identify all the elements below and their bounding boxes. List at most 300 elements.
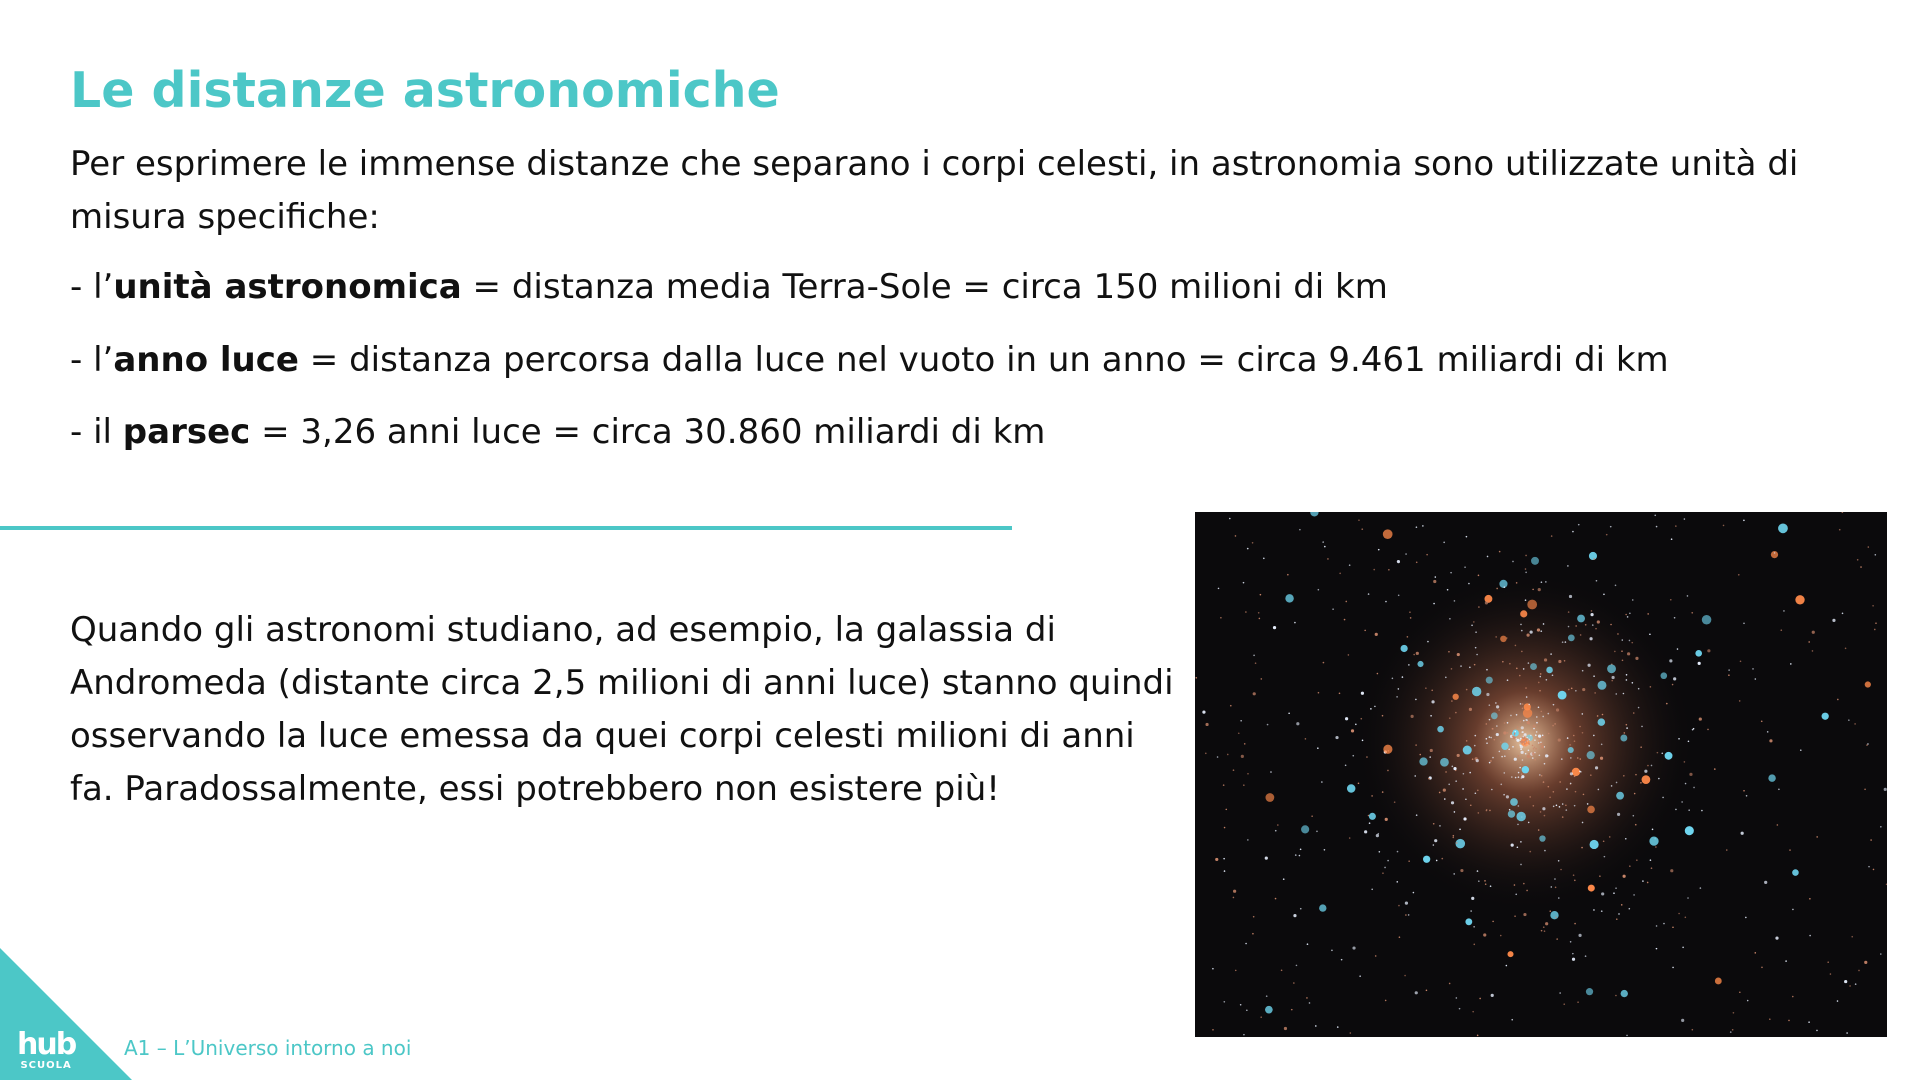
- star: [1521, 751, 1524, 754]
- star: [1733, 1012, 1735, 1014]
- star: [1625, 838, 1627, 840]
- star: [1525, 753, 1527, 755]
- star: [1433, 823, 1435, 825]
- star: [1518, 755, 1520, 757]
- star: [1503, 772, 1505, 774]
- star: [1739, 991, 1741, 993]
- star: [1532, 757, 1534, 759]
- star: [1318, 589, 1320, 591]
- star: [1243, 1034, 1245, 1036]
- star: [1666, 703, 1668, 705]
- star: [1202, 710, 1205, 713]
- star: [1678, 913, 1680, 915]
- star: [1572, 953, 1574, 955]
- star: [1586, 988, 1593, 995]
- star: [1539, 690, 1541, 692]
- star: [1571, 688, 1573, 690]
- star: [1504, 755, 1506, 757]
- star: [1552, 674, 1554, 676]
- star: [1532, 589, 1534, 591]
- star: [1575, 690, 1577, 692]
- star: [1633, 894, 1635, 896]
- star: [1486, 693, 1489, 696]
- star: [1654, 514, 1656, 516]
- star: [1428, 778, 1430, 780]
- star: [1227, 754, 1229, 756]
- star: [1544, 930, 1546, 932]
- star: [1476, 654, 1478, 656]
- star: [1382, 791, 1384, 793]
- bullet-term: parsec: [122, 412, 251, 452]
- star: [1691, 612, 1693, 614]
- star: [1515, 777, 1517, 779]
- star: [1602, 714, 1604, 716]
- star: [1456, 842, 1458, 844]
- star: [1540, 630, 1542, 632]
- star: [1588, 664, 1591, 667]
- star: [1625, 614, 1627, 616]
- star: [1266, 995, 1268, 997]
- star: [1544, 763, 1546, 765]
- star: [1554, 878, 1556, 880]
- star: [1570, 772, 1573, 775]
- star: [1546, 667, 1553, 674]
- star: [1464, 566, 1466, 568]
- star: [1677, 648, 1679, 650]
- star: [1323, 662, 1325, 664]
- star: [1394, 801, 1396, 803]
- star: [1778, 523, 1788, 533]
- star: [1471, 897, 1474, 900]
- star: [1623, 875, 1626, 878]
- star: [1551, 535, 1553, 537]
- star: [1277, 824, 1279, 826]
- star: [1783, 610, 1785, 612]
- star: [1447, 589, 1449, 591]
- star: [1244, 743, 1246, 745]
- star: [1535, 734, 1537, 736]
- star: [1470, 910, 1472, 912]
- star: [1310, 512, 1318, 517]
- star: [1486, 742, 1488, 744]
- star: [1413, 892, 1415, 894]
- star: [1477, 870, 1479, 872]
- star: [1565, 641, 1567, 643]
- star: [1540, 811, 1542, 813]
- star: [1284, 1027, 1287, 1030]
- star: [1539, 676, 1541, 678]
- star: [1589, 552, 1597, 560]
- star: [1452, 766, 1454, 768]
- star: [1555, 916, 1557, 918]
- star: [1572, 958, 1575, 961]
- star: [1539, 740, 1541, 742]
- star: [1300, 849, 1302, 851]
- star: [1623, 693, 1625, 695]
- star: [1265, 1006, 1273, 1014]
- star: [1430, 715, 1432, 717]
- star: [1434, 839, 1437, 842]
- star: [1616, 782, 1618, 784]
- star: [1520, 624, 1522, 626]
- star: [1564, 660, 1566, 662]
- star: [1223, 858, 1225, 860]
- star: [1247, 839, 1249, 841]
- star: [1299, 529, 1301, 531]
- star: [1267, 724, 1269, 726]
- star: [1515, 894, 1517, 896]
- star: [1746, 795, 1748, 797]
- star: [1636, 859, 1638, 861]
- star: [1601, 744, 1603, 746]
- star: [1382, 872, 1384, 874]
- star: [1220, 617, 1222, 619]
- star: [1489, 762, 1491, 764]
- star: [1702, 615, 1712, 625]
- star: [1260, 678, 1262, 680]
- star: [1489, 810, 1491, 812]
- star: [1687, 595, 1689, 597]
- star: [1865, 681, 1871, 687]
- star: [1615, 585, 1617, 587]
- star: [1514, 731, 1516, 733]
- star: [1252, 933, 1254, 935]
- star: [1590, 613, 1593, 616]
- star: [1875, 554, 1877, 556]
- star: [1542, 735, 1544, 737]
- star: [1273, 626, 1276, 629]
- star: [1504, 722, 1506, 724]
- star: [1419, 757, 1427, 765]
- star: [1827, 961, 1829, 963]
- star: [1715, 978, 1722, 985]
- star: [1500, 636, 1507, 643]
- star: [1688, 740, 1690, 742]
- star: [1524, 743, 1526, 745]
- star: [1370, 708, 1372, 710]
- star: [1521, 630, 1523, 632]
- star: [1633, 815, 1635, 817]
- star: [1361, 692, 1364, 695]
- star: [1496, 588, 1498, 590]
- star: [1212, 1029, 1214, 1031]
- star: [1511, 731, 1513, 733]
- star: [1490, 760, 1492, 762]
- star: [1195, 677, 1197, 679]
- star: [1573, 874, 1575, 876]
- star: [1501, 743, 1508, 750]
- star: [1651, 867, 1653, 869]
- star: [1511, 844, 1514, 847]
- star: [1371, 888, 1373, 890]
- star: [1457, 653, 1460, 656]
- star: [1415, 991, 1418, 994]
- star: [1566, 788, 1568, 790]
- star: [1358, 782, 1360, 784]
- star: [1868, 866, 1870, 868]
- star: [1475, 647, 1477, 649]
- star: [1684, 761, 1686, 763]
- star: [1613, 892, 1615, 894]
- bullet-prefix: - l’: [70, 340, 114, 380]
- star: [1551, 886, 1553, 888]
- star: [1574, 880, 1576, 882]
- star: [1626, 727, 1628, 729]
- star: [1844, 980, 1847, 983]
- star: [1582, 732, 1584, 734]
- star: [1651, 765, 1653, 767]
- star: [1463, 746, 1472, 755]
- star: [1872, 605, 1874, 607]
- bullet-parsec: [70, 412, 1045, 452]
- star: [1489, 736, 1491, 738]
- star: [1423, 856, 1430, 863]
- star: [1656, 948, 1658, 950]
- star: [1644, 770, 1647, 773]
- star: [1427, 641, 1429, 643]
- star: [1253, 916, 1255, 918]
- star: [1383, 745, 1392, 754]
- star: [1675, 809, 1677, 811]
- star: [1656, 925, 1658, 927]
- star: [1536, 716, 1538, 718]
- star: [1665, 752, 1673, 760]
- star: [1795, 595, 1804, 604]
- star: [1617, 633, 1619, 635]
- star: [1615, 693, 1617, 695]
- star: [1617, 813, 1620, 816]
- star: [1344, 619, 1346, 621]
- star: [1672, 684, 1674, 686]
- star: [1530, 735, 1532, 737]
- star: [1472, 687, 1481, 696]
- star: [1558, 660, 1561, 663]
- star: [1848, 719, 1850, 721]
- star: [1408, 664, 1410, 666]
- star: [1574, 740, 1576, 742]
- star: [1379, 851, 1381, 853]
- star: [1842, 512, 1844, 513]
- star-cluster-image: [1195, 512, 1887, 1037]
- star: [1542, 716, 1544, 718]
- star: [1663, 923, 1665, 925]
- star: [1534, 739, 1536, 741]
- star: [1780, 629, 1782, 631]
- star: [1598, 681, 1607, 690]
- star: [1526, 719, 1528, 721]
- star: [1626, 679, 1628, 681]
- star: [1851, 936, 1853, 938]
- star: [1549, 910, 1551, 912]
- star: [1260, 594, 1262, 596]
- star: [1661, 672, 1668, 679]
- star: [1451, 801, 1454, 804]
- star: [1543, 623, 1545, 625]
- star: [1499, 751, 1501, 753]
- star: [1433, 580, 1436, 583]
- star: [1529, 796, 1531, 798]
- star: [1570, 783, 1572, 785]
- star: [1560, 869, 1562, 871]
- star: [1523, 720, 1525, 722]
- star: [1519, 675, 1521, 677]
- star: [1437, 726, 1444, 733]
- star: [1398, 594, 1400, 596]
- star: [1463, 773, 1465, 775]
- star: [1607, 664, 1616, 673]
- star: [1556, 938, 1558, 940]
- star: [1473, 621, 1475, 623]
- logo-sub: SCUOLA: [20, 1060, 72, 1071]
- star: [1541, 930, 1543, 932]
- star: [1562, 803, 1564, 805]
- star: [1816, 1030, 1818, 1032]
- star: [1611, 785, 1613, 787]
- star: [1397, 851, 1399, 853]
- star: [1376, 834, 1379, 837]
- star: [1443, 789, 1446, 792]
- star: [1444, 798, 1446, 800]
- star: [1629, 908, 1631, 910]
- star: [1223, 784, 1225, 786]
- star: [1626, 1035, 1628, 1037]
- star: [1375, 955, 1377, 957]
- star: [1687, 897, 1689, 899]
- star: [1514, 915, 1516, 917]
- star: [1288, 712, 1290, 714]
- star: [1441, 858, 1443, 860]
- star: [1319, 904, 1326, 911]
- star: [1577, 1001, 1579, 1003]
- star: [1839, 529, 1841, 531]
- star: [1425, 687, 1427, 689]
- star: [1265, 793, 1274, 802]
- star: [1452, 837, 1454, 839]
- star: [1857, 559, 1859, 561]
- star: [1392, 678, 1394, 680]
- star: [1215, 858, 1218, 861]
- star: [1661, 752, 1663, 754]
- star: [1520, 721, 1522, 723]
- star: [1417, 661, 1423, 667]
- star: [1681, 1019, 1684, 1022]
- star: [1224, 870, 1226, 872]
- star: [1622, 659, 1624, 661]
- star: [1402, 676, 1404, 678]
- star: [1543, 736, 1545, 738]
- star: [1335, 736, 1338, 739]
- bullet-prefix: - il: [70, 412, 123, 452]
- star: [1322, 541, 1324, 543]
- star: [1769, 739, 1772, 742]
- star: [1541, 711, 1543, 713]
- star: [1491, 789, 1493, 791]
- star: [1528, 662, 1530, 664]
- star: [1544, 658, 1547, 661]
- star: [1473, 944, 1475, 946]
- star: [1545, 922, 1548, 925]
- star: [1285, 594, 1293, 602]
- star: [1682, 947, 1684, 949]
- star: [1368, 593, 1370, 595]
- star: [1515, 645, 1517, 647]
- star: [1485, 883, 1487, 885]
- star: [1500, 935, 1502, 937]
- star: [1475, 792, 1477, 794]
- star: [1396, 696, 1398, 698]
- star: [1245, 943, 1247, 945]
- star: [1275, 830, 1277, 832]
- star: [1509, 809, 1511, 811]
- star: [1513, 736, 1516, 739]
- star: [1205, 723, 1208, 726]
- star: [1618, 913, 1620, 915]
- star: [1635, 657, 1638, 660]
- star: [1345, 601, 1347, 603]
- star: [1525, 687, 1527, 689]
- star: [1503, 731, 1506, 734]
- star: [1514, 758, 1517, 761]
- star: [1808, 1021, 1810, 1023]
- star: [1626, 674, 1628, 676]
- star: [1472, 758, 1474, 760]
- star: [1387, 770, 1389, 772]
- star: [1465, 798, 1467, 800]
- star: [1520, 740, 1523, 743]
- star: [1647, 765, 1649, 767]
- star: [1832, 619, 1835, 622]
- star: [1387, 860, 1389, 862]
- star: [1524, 733, 1527, 736]
- intro-text: Per esprimere le immense distanze che separano i corpi celesti, in astronomia sono utilizzate unità di misura specifiche:: [70, 144, 1799, 237]
- star: [1321, 781, 1323, 783]
- star: [1316, 831, 1318, 833]
- star: [1498, 709, 1500, 711]
- star: [1517, 726, 1519, 728]
- star: [1656, 526, 1658, 528]
- star: [1812, 650, 1814, 652]
- star: [1529, 851, 1531, 853]
- star: [1460, 665, 1462, 667]
- star: [1398, 688, 1400, 690]
- star: [1538, 735, 1541, 738]
- star: [1649, 633, 1651, 635]
- star: [1502, 661, 1504, 663]
- star: [1599, 875, 1601, 877]
- star: [1589, 637, 1592, 640]
- star: [1233, 769, 1235, 771]
- star: [1526, 634, 1529, 637]
- star: [1577, 615, 1585, 623]
- star: [1410, 617, 1412, 619]
- star: [1449, 983, 1451, 985]
- star: [1638, 688, 1640, 690]
- star: [1415, 744, 1417, 746]
- star: [1235, 535, 1237, 537]
- star: [1405, 553, 1407, 555]
- bullet-light-year: [70, 340, 1669, 380]
- star: [1238, 732, 1240, 734]
- star: [1728, 669, 1730, 671]
- star: [1558, 897, 1560, 899]
- star: [1351, 729, 1354, 732]
- star: [1792, 996, 1794, 998]
- star: [1494, 739, 1496, 741]
- star: [1294, 622, 1296, 624]
- footer-chapter: A1 – L’Universo intorno a noi: [124, 1036, 412, 1060]
- star: [1516, 812, 1525, 821]
- star: [1516, 739, 1519, 742]
